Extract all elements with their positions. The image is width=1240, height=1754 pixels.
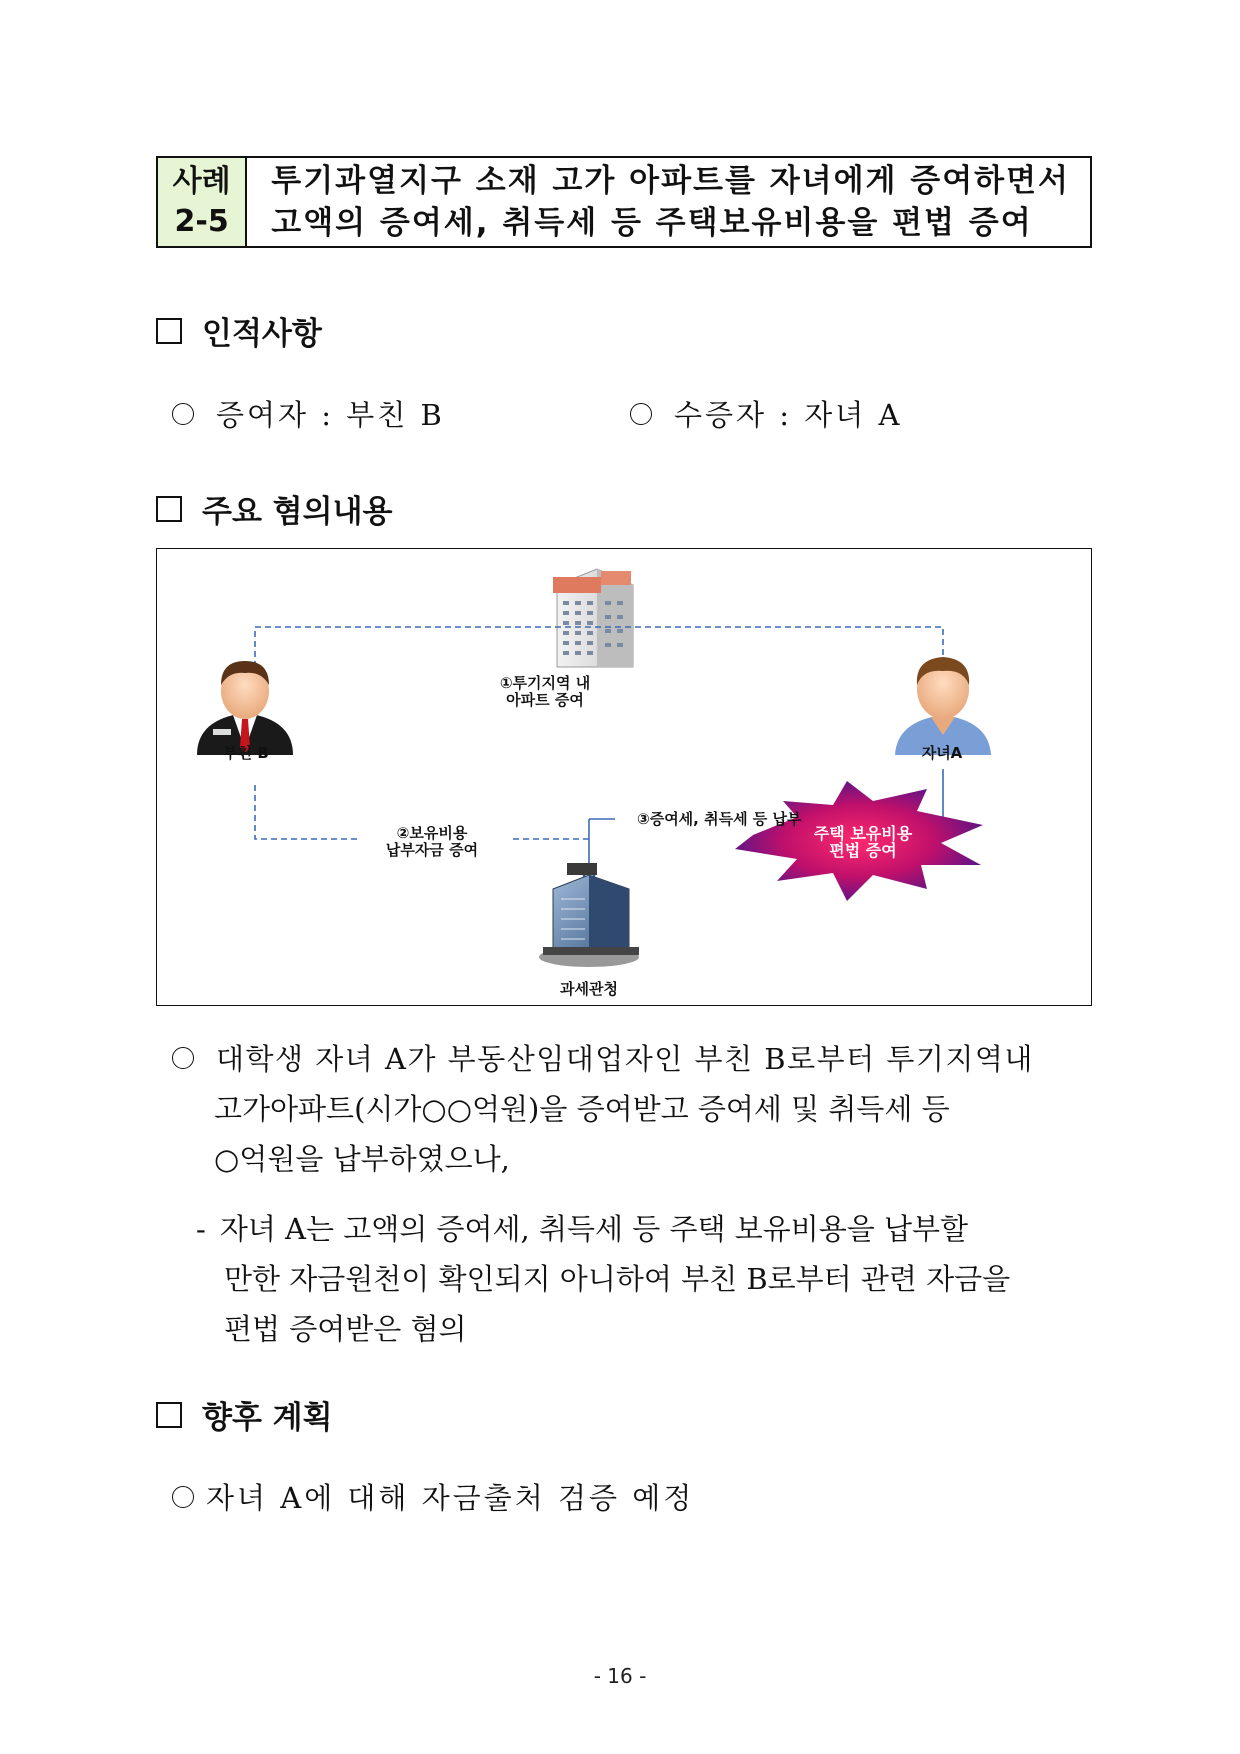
arrow2-label-line2: 납부자금 증여 — [385, 841, 479, 859]
section-personal — [156, 308, 322, 353]
dash-bullet: - — [196, 1212, 206, 1246]
case-id-line1: 사례 — [172, 164, 231, 199]
arrow3-label: ③증여세, 취득세 등 납부 — [637, 810, 802, 828]
section-personal-title: 인적사항 — [202, 316, 322, 352]
arrow-gift-funds-left — [255, 785, 357, 839]
para2-line3: 편법 증여받은 혐의 — [224, 1312, 467, 1346]
circle-bullet-icon — [172, 403, 194, 425]
burst-label-line1: 주택 보유비용 — [813, 824, 913, 843]
donee-item — [630, 393, 902, 434]
father-label: 부친 B — [223, 744, 269, 762]
tax-office-label: 과세관청 — [560, 980, 618, 998]
checkbox-square-icon — [156, 1402, 182, 1428]
suspicion-diagram — [156, 548, 1092, 1006]
paragraph-suspicion — [172, 1034, 1092, 1184]
case-id-line2: 2-5 — [174, 204, 229, 239]
diagram-graphics — [157, 549, 1091, 1005]
para1-line3: ○억원을 납부하였으나, — [214, 1142, 510, 1176]
father-avatar-icon — [197, 661, 293, 755]
burst-label — [773, 825, 953, 859]
donor-item — [172, 393, 445, 434]
case-header — [156, 156, 1092, 248]
arrow2-label-line1: ②보유비용 — [396, 824, 468, 842]
arrow2-label — [347, 825, 517, 859]
circle-bullet-icon — [630, 403, 652, 425]
checkbox-square-icon — [156, 318, 182, 344]
case-title-cell — [247, 158, 1090, 246]
para2-line1: 자녀 A는 고액의 증여세, 취득세 등 주택 보유비용을 납부할 — [219, 1212, 969, 1246]
arrow1-label — [465, 675, 625, 709]
page-number: - 16 - — [593, 1664, 647, 1688]
arrow1-label-line2: 아파트 증여 — [506, 691, 584, 709]
checkbox-square-icon — [156, 496, 182, 522]
para1-line1: 대학생 자녀 A가 부동산임대업자인 부친 B로부터 투기지역내 — [216, 1042, 1034, 1076]
tax-office-building-icon — [539, 863, 639, 967]
para2-line2: 만한 자금원천이 확인되지 아니하여 부친 B로부터 관련 자금을 — [224, 1262, 1011, 1296]
donor-text: 증여자 : 부친 B — [216, 398, 445, 432]
para1-line2: 고가아파트(시가○○억원)을 증여받고 증여세 및 취득세 등 — [214, 1092, 950, 1126]
section-suspicion-title: 주요 혐의내용 — [202, 494, 393, 530]
arrow1-label-line1: ①투기지역 내 — [499, 674, 591, 692]
paragraph-detail — [196, 1204, 1092, 1354]
case-id-cell — [158, 158, 247, 246]
circle-bullet-icon — [172, 1047, 194, 1069]
section-plan-title: 향후 계획 — [202, 1400, 333, 1436]
case-title-line1: 투기과열지구 소재 고가 아파트를 자녀에게 증여하면서 — [271, 163, 1070, 199]
plan-text: 자녀 A에 대해 자금출처 검증 예정 — [206, 1481, 695, 1515]
apartment-building-icon — [553, 569, 633, 667]
child-label: 자녀A — [921, 744, 963, 762]
case-title-line2: 고액의 증여세, 취득세 등 주택보유비용을 편법 증여 — [271, 205, 1033, 241]
donee-text: 수증자 : 자녀 A — [674, 398, 903, 432]
burst-label-line2: 편법 증여 — [829, 841, 897, 860]
child-avatar-icon — [895, 657, 991, 755]
section-plan — [156, 1392, 333, 1437]
circle-bullet-icon — [172, 1486, 194, 1508]
section-suspicion — [156, 486, 392, 531]
plan-item — [172, 1476, 694, 1517]
